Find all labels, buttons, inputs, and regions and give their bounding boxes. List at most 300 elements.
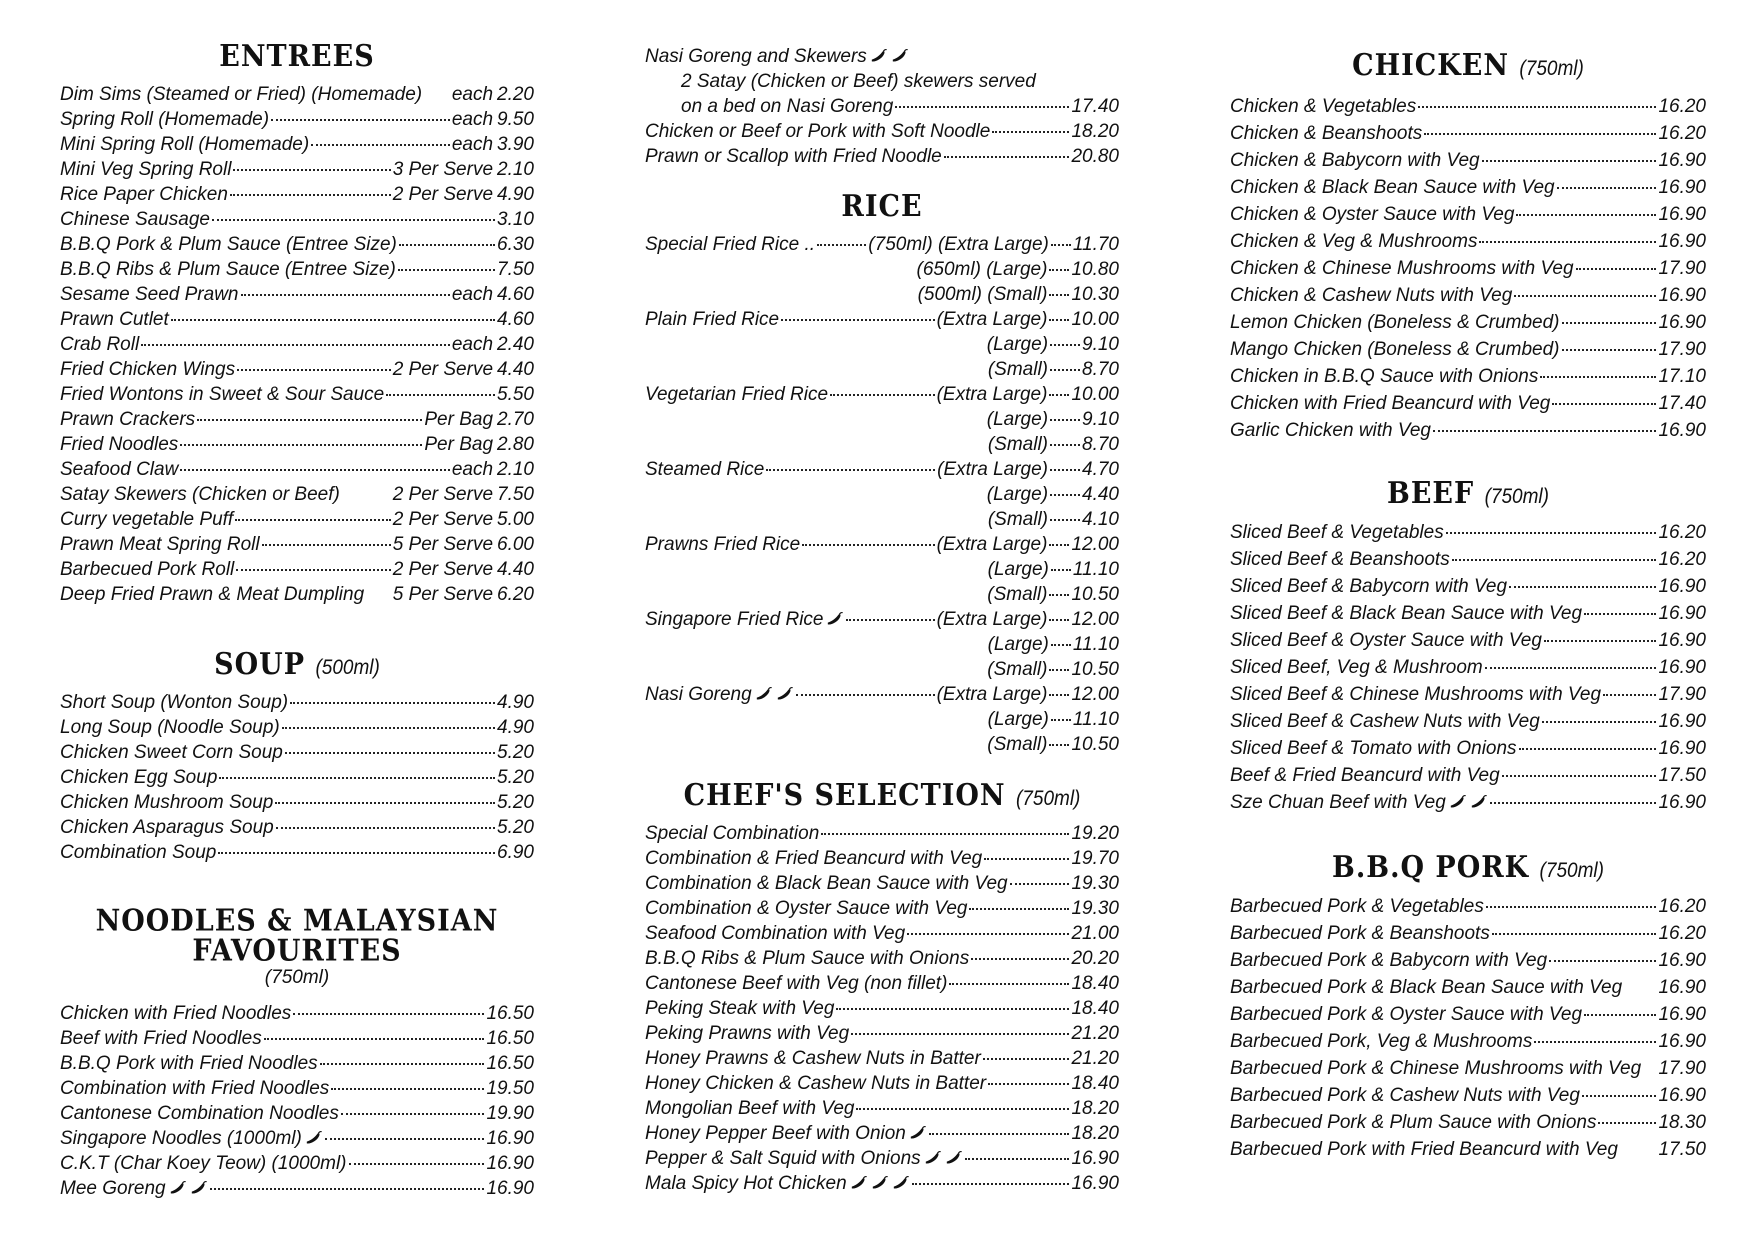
item-price: 5.50 (497, 384, 534, 405)
item-price: 5.20 (497, 817, 534, 838)
menu-item (60, 382, 534, 407)
dot-leader (949, 983, 1069, 985)
item-price: 16.90 (1658, 1085, 1706, 1106)
item-name: Combination with Fried Noodles (60, 1078, 330, 1099)
item-name: Mini Spring Roll (Homemade) (60, 134, 310, 155)
item-name: Lemon Chicken (Boneless & Crumbed) (1230, 312, 1560, 333)
dot-leader (1418, 106, 1656, 108)
item-price: 16.90 (1658, 950, 1706, 971)
item-name: Special Fried Rice .. (645, 234, 816, 255)
menu-item (1230, 255, 1706, 282)
menu-column-middle (645, 0, 1119, 1196)
item-name: B.B.Q Pork with Fried Noodles (60, 1053, 318, 1074)
item-price: 10.50 (1071, 584, 1119, 605)
menu-item (645, 971, 1119, 996)
menu-item (1230, 681, 1706, 708)
item-price: 6.30 (497, 234, 534, 255)
menu-item (645, 996, 1119, 1021)
dot-leader (907, 933, 1069, 935)
dot-leader (271, 119, 450, 121)
item-price: 7.50 (497, 259, 534, 280)
item-name: Chicken & Black Bean Sauce with Veg (1230, 177, 1555, 198)
chili-icon (755, 686, 773, 702)
item-name: Combination & Fried Beancurd with Veg (645, 848, 983, 869)
item-price: 17.90 (1658, 339, 1706, 360)
menu-item (1230, 201, 1706, 228)
menu-item (1230, 920, 1706, 947)
rice-size: (Small) (987, 434, 1049, 455)
menu-item (60, 357, 534, 382)
dot-leader (320, 1063, 485, 1065)
item-price: 19.50 (486, 1078, 534, 1099)
dot-leader (386, 394, 495, 396)
menu-item (60, 257, 534, 282)
dot-leader (856, 1108, 1069, 1110)
item-name: Crab Roll (60, 334, 140, 355)
dot-leader (275, 802, 495, 804)
chili-icon (871, 1175, 889, 1191)
item-name: Sliced Beef & Oyster Sauce with Veg (1230, 630, 1542, 651)
item-price: 17.50 (1658, 765, 1706, 786)
rice-size: (500ml) (Small) (917, 284, 1048, 305)
item-price: 16.90 (486, 1128, 534, 1149)
item-price: 4.40 (497, 359, 534, 380)
item-price: 11.70 (1072, 234, 1119, 255)
item-price: 16.90 (1658, 792, 1706, 813)
menu-item (1230, 1028, 1706, 1055)
dot-leader (1598, 1122, 1656, 1124)
dot-leader (1424, 133, 1656, 135)
item-name: Sliced Beef & Babycorn with Veg (1230, 576, 1508, 597)
item-price: 16.90 (1071, 1173, 1119, 1194)
item-name: Chicken & Babycorn with Veg (1230, 150, 1480, 171)
menu-item (1230, 1001, 1706, 1028)
item-name: Honey Pepper Beef with Onion (645, 1121, 927, 1146)
item-name: Sliced Beef & Beanshoots (1230, 549, 1450, 570)
noodles-size: (750ml) (264, 967, 330, 988)
item-name: Honey Chicken & Cashew Nuts in Batter (645, 1073, 987, 1094)
dot-leader (197, 419, 422, 421)
item-name: B.B.Q Pork & Plum Sauce (Entree Size) (60, 234, 397, 255)
dot-leader (264, 1038, 485, 1040)
dot-leader (1562, 322, 1657, 324)
item-price: 6.00 (497, 534, 534, 555)
item-price: 8.70 (1082, 359, 1119, 380)
menu-item (1230, 417, 1706, 444)
dot-leader (1051, 569, 1071, 571)
menu-item (645, 821, 1119, 846)
dot-leader (233, 169, 390, 171)
dot-leader (1603, 694, 1656, 696)
item-price: 18.40 (1071, 973, 1119, 994)
chili-icon (909, 1125, 927, 1141)
item-name: Barbecued Pork & Cashew Nuts with Veg (1230, 1085, 1580, 1106)
item-name: Chicken & Veg & Mushrooms (1230, 231, 1478, 252)
menu-item (1230, 309, 1706, 336)
dot-leader (846, 619, 934, 621)
item-price: 17.90 (1658, 258, 1706, 279)
section-title-noodles: NOODLES & MALAYSIAN FAVOURITES (95, 903, 499, 969)
item-price: 5.20 (497, 792, 534, 813)
item-qty: each (451, 84, 494, 105)
rice-size-row (645, 557, 1119, 582)
item-name: Cantonese Combination Noodles (60, 1103, 339, 1124)
item-name: Honey Prawns & Cashew Nuts in Batter (645, 1048, 981, 1069)
menu-item (60, 1026, 534, 1051)
section-title-chicken: CHICKEN (750ml) (1352, 48, 1584, 83)
rice-size-row (645, 607, 1119, 632)
item-price: 5.00 (497, 509, 534, 530)
item-price: 16.90 (1658, 1031, 1706, 1052)
menu-item (645, 1121, 1119, 1146)
item-description: 2 Satay (Chicken or Beef) skewers served (681, 71, 1036, 92)
rice-size: (750ml) (Extra Large) (868, 234, 1049, 255)
menu-item (60, 1151, 534, 1176)
dot-leader (796, 694, 935, 696)
dot-leader (1562, 349, 1657, 351)
chili-icon (945, 1150, 963, 1166)
item-price: 8.70 (1082, 434, 1119, 455)
dot-leader (236, 569, 390, 571)
item-price: 4.70 (1082, 459, 1119, 480)
menu-item (1230, 708, 1706, 735)
item-name: Chicken & Chinese Mushrooms with Veg (1230, 258, 1574, 279)
dot-leader (1479, 241, 1656, 243)
rice-size-row (645, 257, 1119, 282)
menu-item (60, 432, 534, 457)
section-title-soup: SOUP (500ml) (214, 647, 380, 682)
menu-item (60, 507, 534, 532)
item-price: 5.20 (497, 767, 534, 788)
dot-leader (1584, 1014, 1656, 1016)
dot-leader (218, 852, 495, 854)
chili-icon (190, 1180, 208, 1196)
menu-item (60, 532, 534, 557)
item-name: Barbecued Pork Roll (60, 559, 235, 580)
item-price: 19.70 (1071, 848, 1119, 869)
item-price: 11.10 (1072, 634, 1119, 655)
item-name: Chicken & Cashew Nuts with Veg (1230, 285, 1513, 306)
item-name: Prawns Fried Rice (645, 534, 801, 555)
menu-item (1230, 1082, 1706, 1109)
menu-item (60, 457, 534, 482)
chili-icon (870, 48, 888, 64)
item-qty: 2 Per Serve (392, 509, 494, 530)
dot-leader (965, 1158, 1070, 1160)
item-name: Barbecued Pork & Plum Sauce with Onions (1230, 1112, 1597, 1133)
item-price: 2.10 (497, 159, 534, 180)
dot-leader (341, 1113, 485, 1115)
item-name: Mango Chicken (Boneless & Crumbed) (1230, 339, 1560, 360)
menu-item (1230, 546, 1706, 573)
item-name: Nasi Goreng and Skewers (645, 44, 909, 69)
item-name: Sesame Seed Prawn (60, 284, 239, 305)
rice-size-row (645, 732, 1119, 757)
menu-item (645, 946, 1119, 971)
item-name: Chicken Mushroom Soup (60, 792, 274, 813)
menu-item (60, 1051, 534, 1076)
dot-leader (817, 244, 866, 246)
item-name: Fried Noodles (60, 434, 179, 455)
chili-icon (826, 611, 844, 627)
rice-size: (650ml) (Large) (916, 259, 1048, 280)
rice-size: (Extra Large) (936, 609, 1048, 630)
item-name: Mee Goreng (60, 1176, 208, 1201)
item-description: on a bed on Nasi Goreng 17.40 (681, 96, 1119, 117)
rice-size-row (645, 407, 1119, 432)
menu-item (1230, 735, 1706, 762)
dot-leader (1049, 694, 1069, 696)
dot-leader (1542, 721, 1657, 723)
item-price: 20.80 (1071, 146, 1119, 167)
menu-item (645, 1171, 1119, 1196)
item-name: Curry vegetable Puff (60, 509, 234, 530)
item-name: Chicken or Beef or Pork with Soft Noodle (645, 121, 991, 142)
rice-size-row (645, 482, 1119, 507)
item-price: 16.90 (1658, 231, 1706, 252)
chefs-list (645, 821, 1119, 1196)
menu-item (645, 1021, 1119, 1046)
dot-leader (241, 294, 450, 296)
menu-item (60, 332, 534, 357)
item-name: Prawn or Scallop with Fried Noodle (645, 146, 942, 167)
menu-item (60, 82, 534, 107)
item-name: Special Combination (645, 823, 820, 844)
item-price: 4.60 (497, 309, 534, 330)
item-price: 16.90 (1658, 603, 1706, 624)
item-price: 19.30 (1071, 898, 1119, 919)
chili-icon (891, 48, 909, 64)
menu-item (645, 921, 1119, 946)
dot-leader (912, 1183, 1070, 1185)
dot-leader (1051, 719, 1071, 721)
dot-leader (349, 1163, 485, 1165)
rice-size-row (645, 682, 1119, 707)
item-name: Chicken & Vegetables (1230, 96, 1417, 117)
item-name: Peking Steak with Veg (645, 998, 835, 1019)
item-price: 18.40 (1071, 1073, 1119, 1094)
dot-leader (1433, 430, 1656, 432)
item-price: 2.20 (497, 84, 534, 105)
dot-leader (1544, 640, 1657, 642)
dot-leader (398, 269, 495, 271)
menu-item (645, 1096, 1119, 1121)
section-title-bbq: B.B.Q PORK (750ml) (1332, 850, 1604, 885)
item-name: Nasi Goreng (645, 682, 794, 707)
item-price: 16.90 (486, 1178, 534, 1199)
menu-item (1230, 93, 1706, 120)
rice-size: (Small) (987, 659, 1048, 680)
menu-item (60, 1101, 534, 1126)
item-name: Sliced Beef & Vegetables (1230, 522, 1444, 543)
menu-item (645, 846, 1119, 871)
item-name: Garlic Chicken with Veg (1230, 420, 1431, 441)
item-price: 16.90 (1658, 204, 1706, 225)
menu-item (60, 482, 534, 507)
item-price: 4.90 (497, 692, 534, 713)
menu-item (645, 44, 1119, 69)
rice-size-row (645, 382, 1119, 407)
menu-column-right (1230, 0, 1706, 1163)
rice-size: (Large) (986, 409, 1049, 430)
rice-size-row (645, 657, 1119, 682)
item-name: Chicken in B.B.Q Sauce with Onions (1230, 366, 1539, 387)
item-price: 6.90 (497, 842, 534, 863)
item-price: 16.90 (1658, 711, 1706, 732)
rice-size: (Extra Large) (936, 309, 1048, 330)
dot-leader (1049, 319, 1069, 321)
dot-leader (1552, 403, 1656, 405)
rice-size: (Extra Large) (936, 684, 1048, 705)
item-name: Seafood Claw (60, 459, 179, 480)
item-price: 4.40 (1082, 484, 1119, 505)
menu-item (1230, 228, 1706, 255)
dot-leader (944, 156, 1070, 158)
item-price: 19.30 (1071, 873, 1119, 894)
item-price: 7.50 (497, 484, 534, 505)
chili-icon (305, 1130, 323, 1146)
soup-list (60, 690, 534, 865)
menu-item (645, 1146, 1119, 1171)
item-price: 20.20 (1071, 948, 1119, 969)
dot-leader (1582, 1095, 1657, 1097)
dot-leader (171, 319, 495, 321)
item-price: 11.10 (1072, 709, 1119, 730)
item-price: 10.50 (1071, 734, 1119, 755)
dot-leader (1049, 294, 1069, 296)
chili-icon (924, 1150, 942, 1166)
item-qty: 5 Per Serve (392, 584, 494, 605)
item-price: 12.00 (1071, 534, 1119, 555)
item-price: 2.70 (497, 409, 534, 430)
item-name: Chinese Sausage (60, 209, 210, 230)
rice-size-row (645, 582, 1119, 607)
item-name: Vegetarian Fried Rice (645, 384, 829, 405)
menu-item (1230, 654, 1706, 681)
item-price: 3.90 (497, 134, 534, 155)
item-name: Sze Chuan Beef with Veg (1230, 789, 1488, 816)
menu-item (60, 840, 534, 865)
dot-leader (929, 1133, 1070, 1135)
item-price: 18.30 (1658, 1112, 1706, 1133)
menu-item (1230, 147, 1706, 174)
item-name: C.K.T (Char Koey Teow) (1000ml) (60, 1153, 347, 1174)
menu-item (60, 1126, 534, 1151)
nasi-skewers-block (645, 44, 1119, 119)
item-price: 9.50 (497, 109, 534, 130)
dot-leader (262, 544, 391, 546)
bbq-list (1230, 893, 1706, 1163)
item-name: Barbecued Pork & Chinese Mushrooms with Veg (1230, 1058, 1642, 1079)
item-price: 16.20 (1658, 522, 1706, 543)
item-qty: Per Bag (424, 409, 494, 430)
item-name: Plain Fried Rice (645, 309, 780, 330)
menu-item (1230, 390, 1706, 417)
menu-item (60, 557, 534, 582)
item-name: Combination Soup (60, 842, 217, 863)
rice-size: (Large) (987, 634, 1049, 655)
rice-size: (Large) (987, 559, 1049, 580)
item-qty: 3 Per Serve (392, 159, 494, 180)
item-name: Short Soup (Wonton Soup) (60, 692, 289, 713)
item-name: Prawn Cutlet (60, 309, 169, 330)
dot-leader (1051, 644, 1071, 646)
dot-leader (836, 1008, 1069, 1010)
section-title-chefs: CHEF'S SELECTION (750ml) (683, 778, 1081, 813)
item-price: 10.00 (1071, 384, 1119, 405)
dot-leader (1049, 394, 1069, 396)
menu-column-left (60, 0, 534, 1201)
menu-item (60, 157, 534, 182)
item-qty: each (451, 134, 494, 155)
menu-item (1230, 282, 1706, 309)
dot-leader (219, 777, 495, 779)
item-qty: 2 Per Serve (392, 359, 494, 380)
dot-leader (766, 469, 935, 471)
item-price: 16.20 (1658, 923, 1706, 944)
item-name: Barbecued Pork, Veg & Mushrooms (1230, 1031, 1533, 1052)
item-price: 11.10 (1072, 559, 1119, 580)
rice-size: (Small) (987, 359, 1049, 380)
item-name: Chicken & Beanshoots (1230, 123, 1423, 144)
item-price: 21.20 (1071, 1023, 1119, 1044)
item-price: 12.00 (1071, 609, 1119, 630)
item-price: 18.20 (1071, 121, 1119, 142)
menu-item (1230, 120, 1706, 147)
dot-leader (1516, 214, 1656, 216)
item-name: Seafood Combination with Veg (645, 923, 906, 944)
item-name: Deep Fried Prawn & Meat Dumpling (60, 584, 365, 605)
menu-item (60, 232, 534, 257)
dot-leader (293, 1013, 484, 1015)
dot-leader (1050, 369, 1080, 371)
dot-leader (988, 1083, 1069, 1085)
item-name: Sliced Beef & Cashew Nuts with Veg (1230, 711, 1540, 732)
item-price: 16.90 (1658, 150, 1706, 171)
item-name: Chicken with Fried Beancurd with Veg (1230, 393, 1551, 414)
item-price: 3.10 (497, 209, 534, 230)
item-price: 18.20 (1071, 1123, 1119, 1144)
menu-item (60, 765, 534, 790)
item-price: 12.00 (1071, 684, 1119, 705)
rice-size-row (645, 457, 1119, 482)
dot-leader (851, 1033, 1069, 1035)
menu-item (60, 132, 534, 157)
dot-leader (237, 369, 391, 371)
rice-size-row (645, 357, 1119, 382)
chili-icon (169, 1180, 187, 1196)
item-price: 16.20 (1658, 123, 1706, 144)
item-price: 16.20 (1658, 96, 1706, 117)
dot-leader (1509, 586, 1656, 588)
dot-leader (821, 833, 1069, 835)
item-price: 16.90 (1658, 285, 1706, 306)
dot-leader (1050, 419, 1080, 421)
item-price: 9.10 (1082, 334, 1119, 355)
menu-item (60, 407, 534, 432)
dot-leader (1534, 1041, 1656, 1043)
rice-size: (Extra Large) (936, 534, 1048, 555)
item-qty: Per Bag (424, 434, 494, 455)
item-price: 4.40 (497, 559, 534, 580)
menu-item (1230, 627, 1706, 654)
item-name: Chicken Egg Soup (60, 767, 218, 788)
item-price: 17.90 (1658, 684, 1706, 705)
menu-item (60, 282, 534, 307)
dot-leader (1519, 748, 1657, 750)
rice-size: (Small) (987, 509, 1049, 530)
item-name: Beef & Fried Beancurd with Veg (1230, 765, 1500, 786)
